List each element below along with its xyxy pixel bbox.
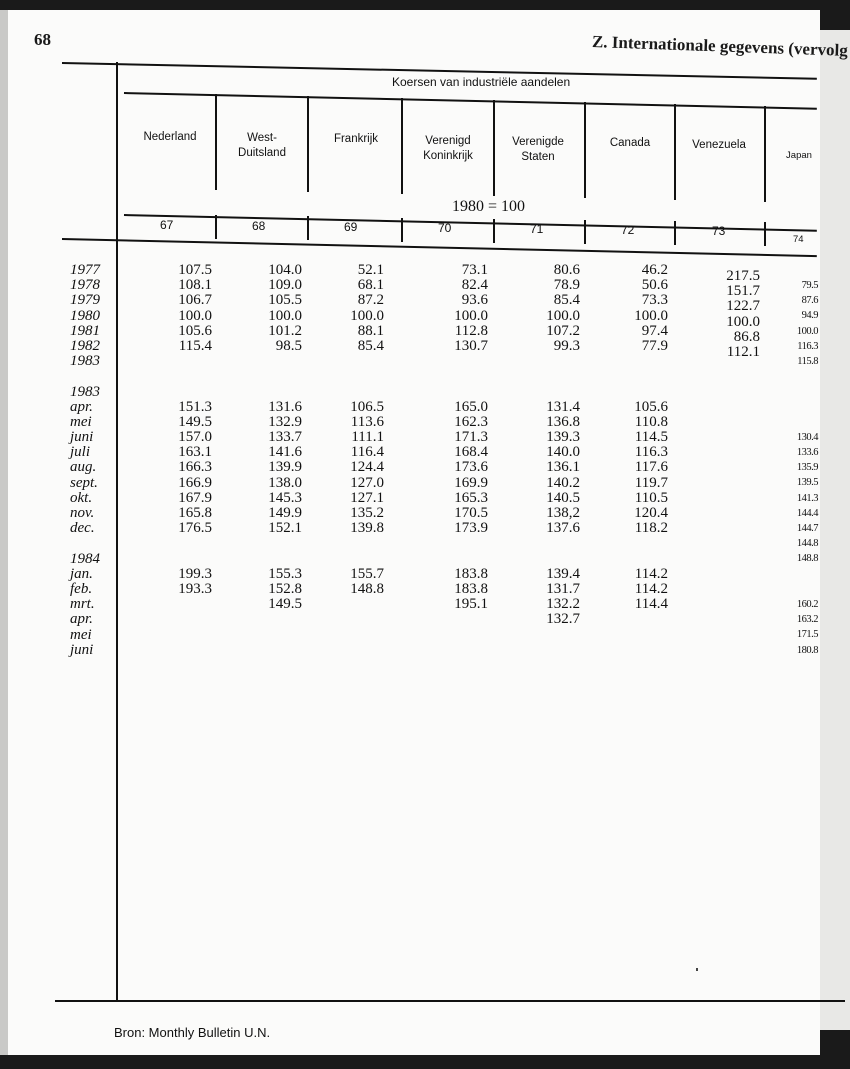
table-cell bbox=[700, 360, 760, 375]
column-west-duitsland bbox=[240, 263, 302, 658]
table-cell: 133.7 bbox=[268, 429, 302, 446]
table-cell: 139.4 bbox=[546, 565, 580, 582]
table-cell: 167.9 bbox=[178, 489, 212, 506]
table-cell: 100.0 bbox=[546, 307, 580, 324]
col-number-70: 70 bbox=[438, 221, 452, 235]
table-cell: 140.0 bbox=[546, 444, 580, 461]
table-cell bbox=[782, 400, 818, 415]
table-cell: 87.6 bbox=[801, 295, 818, 307]
table-cell bbox=[150, 612, 212, 627]
table-cell: 97.4 bbox=[641, 322, 668, 339]
table-cell bbox=[150, 628, 212, 643]
row-label: dec. bbox=[70, 520, 95, 537]
table-cell: 139.9 bbox=[268, 459, 302, 476]
table-cell: 166.3 bbox=[178, 459, 212, 476]
col-number-73: 73 bbox=[712, 224, 726, 238]
table-cell: 52.1 bbox=[357, 262, 384, 278]
table-cell bbox=[700, 588, 760, 603]
table-cell: 183.8 bbox=[454, 565, 488, 582]
col-divider-5 bbox=[584, 102, 586, 198]
table-cell: 105.5 bbox=[268, 292, 302, 309]
table-cell bbox=[240, 536, 302, 551]
table-cell bbox=[700, 634, 760, 649]
table-cell bbox=[518, 369, 580, 384]
row-label: 1984 bbox=[70, 550, 100, 567]
col-header-verenigd-koninkrijk bbox=[408, 134, 488, 164]
col-header-line: Frankrijk bbox=[333, 133, 379, 145]
table-cell bbox=[782, 415, 818, 430]
column-nederland bbox=[150, 263, 212, 658]
table-cell: 138.0 bbox=[268, 474, 302, 491]
table-cell: 85.4 bbox=[357, 337, 384, 354]
table-cell bbox=[782, 567, 818, 582]
table-cell: 110.8 bbox=[634, 413, 668, 430]
speck bbox=[696, 968, 698, 971]
table-cell bbox=[150, 643, 212, 658]
table-cell: 105.6 bbox=[634, 398, 668, 415]
table-cell bbox=[332, 536, 384, 551]
col-header-west-duitsland bbox=[226, 131, 298, 161]
table-cell: 110.5 bbox=[634, 489, 668, 506]
num-divider-4 bbox=[493, 219, 495, 243]
table-cell bbox=[150, 597, 212, 612]
col-header-line: Koninkrijk bbox=[423, 150, 473, 162]
table-cell bbox=[240, 643, 302, 658]
table-cell bbox=[700, 375, 760, 390]
table-cell: 135.2 bbox=[350, 505, 384, 521]
col-header-line: Duitsland bbox=[238, 147, 286, 159]
table-cell bbox=[240, 385, 302, 400]
table-cell: 50.6 bbox=[641, 277, 668, 294]
table-cell: 139.8 bbox=[350, 520, 384, 537]
table-cell: 127.0 bbox=[350, 474, 384, 491]
table-cell: 112.1 bbox=[726, 343, 760, 360]
table-cell bbox=[426, 536, 488, 551]
row-label bbox=[70, 369, 100, 384]
table-cell: 137.6 bbox=[546, 520, 580, 537]
col-divider-2 bbox=[307, 96, 309, 192]
table-cell: 139.5 bbox=[796, 477, 818, 489]
row-label: feb. bbox=[70, 580, 93, 597]
table-cell: 100.0 bbox=[634, 307, 668, 324]
row-labels bbox=[70, 263, 100, 658]
num-divider-7 bbox=[764, 222, 766, 246]
col-divider-4 bbox=[493, 100, 495, 196]
col-divider-3 bbox=[401, 98, 403, 194]
column-frankrijk bbox=[332, 263, 384, 658]
table-cell: 132.9 bbox=[268, 413, 302, 430]
table-cell: 116.3 bbox=[797, 340, 818, 352]
table-cell: 162.3 bbox=[454, 413, 488, 430]
col-number-74: 74 bbox=[793, 234, 804, 245]
row-label: 1977 bbox=[70, 262, 100, 278]
row-label: 1979 bbox=[70, 292, 100, 309]
table-cell: 120.4 bbox=[634, 505, 668, 521]
col-number-72: 72 bbox=[621, 223, 635, 237]
page-number: 68 bbox=[34, 30, 51, 49]
table-cell: 122.7 bbox=[726, 298, 760, 315]
row-label: 1983 bbox=[70, 383, 100, 400]
table-cell bbox=[700, 497, 760, 512]
table-cell: 163.2 bbox=[796, 614, 818, 626]
row-label: 1983 bbox=[70, 353, 100, 370]
table-cell bbox=[700, 527, 760, 542]
table-cell bbox=[610, 612, 668, 627]
table-cell: 100.0 bbox=[796, 325, 818, 337]
table-cell: 130.4 bbox=[796, 431, 818, 443]
table-cell: 114.2 bbox=[634, 580, 668, 597]
table-cell: 114.4 bbox=[634, 596, 668, 613]
table-cell: 107.2 bbox=[546, 322, 580, 339]
table-cell bbox=[700, 391, 760, 406]
table-cell: 131.7 bbox=[546, 580, 580, 597]
table-cell: 100.0 bbox=[726, 313, 760, 330]
table-cell bbox=[426, 552, 488, 567]
table-cell bbox=[518, 552, 580, 567]
table-cell: 100.0 bbox=[454, 307, 488, 324]
row-label bbox=[70, 536, 100, 551]
row-label: mei bbox=[70, 626, 92, 643]
table-cell: 98.5 bbox=[275, 337, 302, 354]
table-cell: 113.6 bbox=[350, 413, 384, 430]
table-cell bbox=[332, 354, 384, 369]
table-cell: 160.2 bbox=[796, 598, 818, 610]
row-label: mei bbox=[70, 413, 92, 430]
table-cell: 136.1 bbox=[546, 459, 580, 476]
row-label: juli bbox=[70, 444, 91, 461]
table-cell bbox=[518, 354, 580, 369]
chapter-title: Z. Internationale gegevens (vervolg bbox=[591, 32, 849, 60]
table-cell: 112.8 bbox=[454, 322, 488, 339]
row-label: okt. bbox=[70, 489, 93, 506]
table-cell bbox=[518, 628, 580, 643]
col-header-line: Verenigd bbox=[425, 135, 471, 147]
table-cell bbox=[782, 582, 818, 597]
table-cell bbox=[332, 369, 384, 384]
table-cell bbox=[700, 649, 760, 664]
table-cell: 152.1 bbox=[268, 520, 302, 537]
table-cell bbox=[610, 552, 668, 567]
table-cell: 100.0 bbox=[178, 307, 212, 324]
table-cell bbox=[150, 385, 212, 400]
table-cell: 166.9 bbox=[178, 474, 212, 491]
table-cell: 68.1 bbox=[357, 277, 384, 294]
table-cell: 140.2 bbox=[546, 474, 580, 491]
num-divider-2 bbox=[307, 216, 309, 240]
table-cell: 100.0 bbox=[350, 307, 384, 324]
column-venezuela bbox=[700, 269, 760, 664]
table-cell: 73.1 bbox=[461, 262, 488, 278]
table-cell bbox=[332, 552, 384, 567]
table-cell: 149.9 bbox=[268, 505, 302, 521]
table-cell: 82.4 bbox=[461, 277, 488, 294]
table-cell: 149.5 bbox=[178, 413, 212, 430]
column-japan bbox=[782, 278, 818, 673]
table-cell: 107.5 bbox=[178, 262, 212, 278]
row-label: 1981 bbox=[70, 322, 100, 339]
table-cell: 136.8 bbox=[546, 413, 580, 430]
table-cell: 101.2 bbox=[268, 322, 302, 339]
row-label: 1982 bbox=[70, 337, 100, 354]
table-cell: 111.1 bbox=[351, 429, 384, 446]
num-divider-3 bbox=[401, 218, 403, 242]
table-cell bbox=[700, 603, 760, 618]
row-label: 1978 bbox=[70, 277, 100, 294]
row-label: apr. bbox=[70, 398, 93, 415]
table-cell bbox=[240, 552, 302, 567]
table-cell: 117.6 bbox=[634, 459, 668, 476]
table-cell bbox=[700, 466, 760, 481]
table-cell bbox=[426, 369, 488, 384]
table-cell: 151.7 bbox=[726, 283, 760, 300]
table-cell: 165.0 bbox=[454, 398, 488, 415]
table-cell bbox=[332, 612, 384, 627]
table-cell: 168.4 bbox=[454, 444, 488, 461]
col-header-japan bbox=[774, 148, 824, 163]
table-cell: 217.5 bbox=[726, 268, 760, 284]
table-cell: 140.5 bbox=[546, 489, 580, 506]
table-cell: 131.6 bbox=[268, 398, 302, 415]
table-cell: 199.3 bbox=[178, 565, 212, 582]
table-cell bbox=[700, 421, 760, 436]
table-cell bbox=[332, 643, 384, 658]
table-cell: 195.1 bbox=[454, 596, 488, 613]
table-cell: 79.5 bbox=[801, 280, 818, 291]
table-cell: 105.6 bbox=[178, 322, 212, 339]
col-header-nederland bbox=[134, 130, 206, 145]
col-number-69: 69 bbox=[344, 220, 358, 234]
table-cell: 115.4 bbox=[178, 337, 212, 354]
table-cell bbox=[240, 369, 302, 384]
col-header-line: Nederland bbox=[143, 131, 197, 143]
index-base: 1980 = 100 bbox=[452, 198, 526, 215]
table-cell: 127.1 bbox=[350, 489, 384, 506]
table-cell: 78.9 bbox=[553, 277, 580, 294]
table-cell bbox=[610, 643, 668, 658]
table-cell: 132.7 bbox=[546, 611, 580, 628]
table-cell bbox=[700, 573, 760, 588]
table-cell: 169.9 bbox=[454, 474, 488, 491]
table-cell bbox=[610, 369, 668, 384]
table-cell bbox=[700, 512, 760, 527]
table-cell bbox=[240, 612, 302, 627]
table-cell: 135.9 bbox=[796, 462, 818, 474]
col-header-line: Verenigde bbox=[512, 136, 564, 148]
col-header-verenigde-staten bbox=[500, 135, 576, 165]
table-cell: 144.4 bbox=[796, 507, 818, 519]
table-cell bbox=[782, 658, 818, 673]
table-cell: 171.3 bbox=[454, 429, 488, 446]
col-number-67: 67 bbox=[160, 218, 174, 232]
col-header-line: Canada bbox=[609, 137, 651, 149]
table-cell bbox=[426, 354, 488, 369]
table-cell: 165.3 bbox=[454, 489, 488, 506]
table-cell: 151.3 bbox=[178, 398, 212, 415]
table-cell: 139.3 bbox=[546, 429, 580, 446]
table-cell: 77.9 bbox=[641, 337, 668, 354]
table-cell bbox=[610, 628, 668, 643]
table-cell: 144.8 bbox=[796, 538, 818, 550]
num-divider-5 bbox=[584, 220, 586, 244]
table-cell bbox=[610, 354, 668, 369]
table-cell bbox=[700, 482, 760, 497]
table-cell: 155.3 bbox=[268, 565, 302, 582]
table-cell: 116.3 bbox=[634, 444, 668, 461]
column-verenigde-staten bbox=[518, 263, 580, 658]
col-header-line: Staten bbox=[521, 151, 555, 163]
num-divider-1 bbox=[215, 215, 217, 239]
table-cell bbox=[518, 385, 580, 400]
table-cell bbox=[150, 536, 212, 551]
row-label: juni bbox=[70, 429, 94, 446]
row-label: juni bbox=[70, 641, 94, 658]
table-cell: 115.8 bbox=[797, 355, 818, 367]
col-number-71: 71 bbox=[530, 222, 544, 236]
table-cell bbox=[240, 628, 302, 643]
row-label: 1980 bbox=[70, 307, 100, 324]
col-header-line: West- bbox=[247, 132, 277, 144]
table-cell bbox=[700, 618, 760, 633]
table-cell: 141.3 bbox=[796, 492, 818, 504]
table-cell: 114.5 bbox=[634, 429, 668, 446]
row-label: aug. bbox=[70, 459, 97, 476]
table-cell bbox=[426, 628, 488, 643]
row-label: apr. bbox=[70, 611, 93, 628]
table-cell: 148.8 bbox=[350, 580, 384, 597]
table-cell: 106.5 bbox=[350, 398, 384, 415]
table-cell: 130.7 bbox=[454, 337, 488, 354]
table-cell: 155.7 bbox=[350, 565, 384, 582]
table-cell: 144.7 bbox=[796, 523, 818, 534]
table-cell: 157.0 bbox=[178, 429, 212, 446]
table-cell bbox=[150, 552, 212, 567]
table-cell: 93.6 bbox=[461, 292, 488, 309]
table-cell: 183.8 bbox=[454, 580, 488, 597]
table-cell: 163.1 bbox=[178, 444, 212, 461]
col-header-venezuela bbox=[680, 138, 758, 153]
table-cell: 180.8 bbox=[796, 644, 818, 656]
table-cell bbox=[518, 643, 580, 658]
table-cell: 141.6 bbox=[268, 444, 302, 461]
stub-divider bbox=[116, 62, 118, 1002]
table-cell bbox=[700, 451, 760, 466]
table-cell: 80.6 bbox=[553, 262, 580, 278]
table-cell: 193.3 bbox=[178, 580, 212, 597]
table-cell bbox=[782, 369, 818, 384]
table-cell: 152.8 bbox=[268, 580, 302, 597]
table-cell: 124.4 bbox=[350, 459, 384, 476]
table-cell: 104.0 bbox=[268, 262, 302, 278]
table-cell bbox=[332, 597, 384, 612]
table-cell: 94.9 bbox=[801, 310, 818, 322]
col-divider-1 bbox=[215, 94, 217, 190]
table-cell bbox=[332, 385, 384, 400]
table-cell bbox=[610, 385, 668, 400]
table-cell bbox=[700, 436, 760, 451]
table-cell: 108.1 bbox=[178, 277, 212, 294]
table-cell: 86.8 bbox=[733, 328, 760, 345]
table-cell: 118.2 bbox=[634, 520, 668, 537]
table-cell: 171.5 bbox=[796, 629, 818, 641]
table-cell: 148.8 bbox=[796, 553, 818, 565]
table-cell bbox=[426, 612, 488, 627]
facing-page-edge bbox=[820, 30, 850, 1030]
table-cell bbox=[426, 643, 488, 658]
row-label: jan. bbox=[70, 565, 93, 582]
col-header-canada bbox=[592, 136, 668, 151]
table-cell bbox=[700, 542, 760, 557]
row-label: nov. bbox=[70, 505, 95, 521]
table-cell: 131.4 bbox=[546, 398, 580, 415]
table-cell: 73.3 bbox=[641, 292, 668, 309]
table-cell bbox=[700, 406, 760, 421]
table-cell: 114.2 bbox=[634, 565, 668, 582]
col-header-line: Venezuela bbox=[692, 139, 746, 151]
table-cell: 119.7 bbox=[634, 474, 668, 491]
table-cell bbox=[150, 354, 212, 369]
col-number-68: 68 bbox=[252, 219, 266, 233]
table-title: Koersen van industriële aandelen bbox=[392, 75, 571, 89]
table-cell: 176.5 bbox=[178, 520, 212, 537]
table-cell: 99.3 bbox=[553, 337, 580, 354]
table-cell: 149.5 bbox=[268, 596, 302, 613]
table-cell: 116.4 bbox=[350, 444, 384, 461]
table-cell: 88.1 bbox=[357, 322, 384, 339]
source-note: Bron: Monthly Bulletin U.N. bbox=[114, 1025, 271, 1040]
col-header-frankrijk bbox=[320, 132, 392, 147]
table-cell bbox=[518, 536, 580, 551]
column-verenigd-koninkrijk bbox=[426, 263, 488, 658]
table-cell bbox=[700, 558, 760, 573]
table-cell: 85.4 bbox=[553, 292, 580, 309]
table-cell: 133.6 bbox=[796, 447, 818, 459]
table-cell: 170.5 bbox=[454, 505, 488, 521]
table-cell bbox=[782, 384, 818, 399]
table-cell bbox=[332, 628, 384, 643]
table-cell: 100.0 bbox=[268, 307, 302, 324]
table-cell: 173.6 bbox=[454, 459, 488, 476]
col-divider-6 bbox=[674, 104, 676, 200]
table-cell: 109.0 bbox=[268, 277, 302, 294]
col-header-line: Japan bbox=[786, 150, 812, 161]
table-bottom-rule bbox=[55, 1000, 845, 1002]
row-label: sept. bbox=[70, 474, 98, 491]
row-label: mrt. bbox=[70, 596, 95, 613]
table-cell bbox=[240, 354, 302, 369]
table-cell bbox=[150, 369, 212, 384]
table-cell bbox=[610, 536, 668, 551]
table-cell: 145.3 bbox=[268, 489, 302, 506]
column-canada bbox=[610, 263, 668, 658]
table-cell bbox=[426, 385, 488, 400]
table-cell: 173.9 bbox=[454, 520, 488, 537]
col-divider-7 bbox=[764, 106, 766, 202]
table-cell: 46.2 bbox=[641, 262, 668, 278]
table-cell: 138,2 bbox=[546, 505, 580, 521]
table-cell: 132.2 bbox=[546, 596, 580, 613]
book-page bbox=[8, 10, 820, 1055]
table-cell: 165.8 bbox=[178, 505, 212, 521]
table-cell: 87.2 bbox=[357, 292, 384, 309]
num-divider-6 bbox=[674, 221, 676, 245]
table-cell: 106.7 bbox=[178, 292, 212, 309]
